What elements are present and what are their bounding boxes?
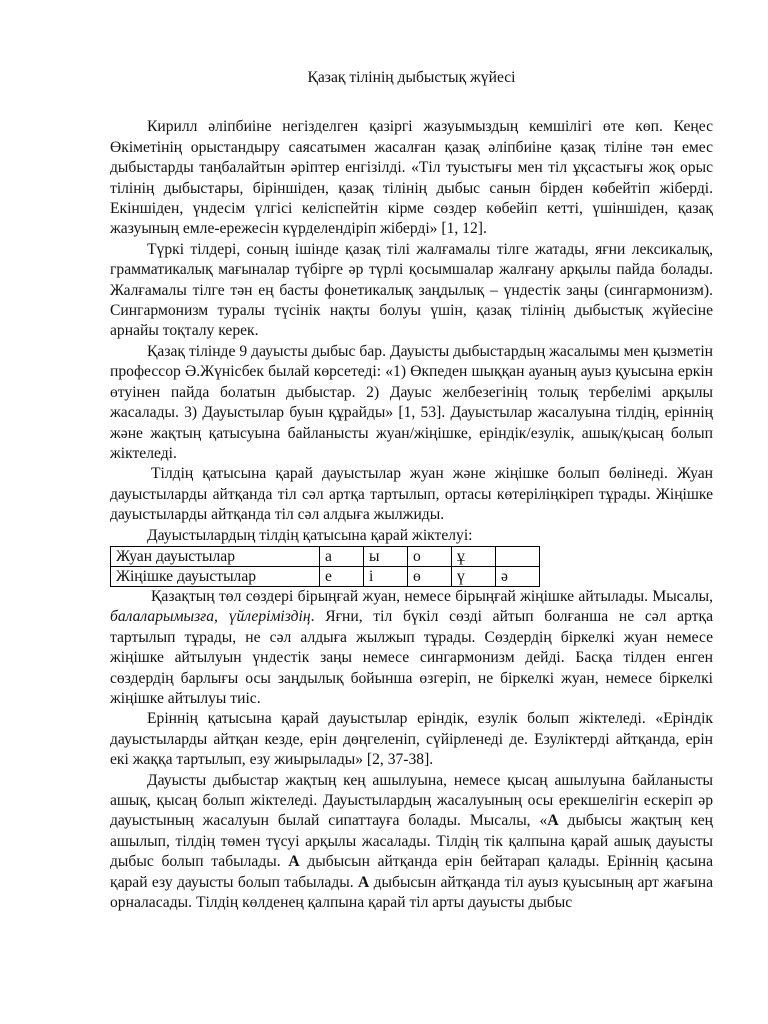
paragraph-4: Тілдің қатысына қарай дауыстылар жуан және жіңішке болып бөлінеді. Жуан дауыстыларды айтқанда тіл сәл артқа тартылып, ортасы көтерілiңкiреп тұрады. Жіңішке дауыстыларды айтқанда тіл сәл алдыға жылжиды. [110,465,713,524]
vowel-cell: ө [408,566,452,586]
table-row [111,546,540,566]
paragraph-6: Еріннің қатысына қарай дауыстылар еріндік, езулік болып жіктеледі. «Еріндік дауыстыларды айтқан кезде, ерін дөңгеленіп, сүйірленеді де. Езуліктерді айтқанда, ерін екі жаққа тартылып, езу жиырылады» [2, 37-38]. [110,710,713,769]
vowel-cell: ә [496,566,540,586]
row-label: Жуан дауыстылар [111,546,320,566]
letter-a-bold: А [358,873,370,891]
vowel-cell: а [320,546,364,566]
document-page [110,60,713,913]
text-run: дыбысын айтқанда тіл ауыз қуысының арт жағына орналасады. Тілдің көлденең қалпына қарай тіл арты дауысты дыбыс [110,873,714,912]
paragraph-2: Түркі тілдері, соның ішінде қазақ тілі жалғамалы тілге жатады, яғни лексикалық, грамматикалық мағыналар түбірге әр түрлі қосымшалар жалғану арқылы пайда болады. Жалғамалы тілге тән ең басты фонетикалық заңдылық – үндестік заңы (сингармонизм). Сингармонизм туралы түсінік нақты болуы үшін, қазақ тілінің дыбыстық жүйесіне арнайы тоқталу керек. [110,240,713,340]
page-title: Қазақ тілінің дыбыстық жүйесі [307,69,516,86]
text-run: Дауысты дыбыстар жақтың кең ашылуына, немесе қысаң ашылуына байланысты ашық, қысаң болып жіктеледі. Дауыстылардың жасалуының осы ерекшелігін ескеріп әр дауыстының жасалуын былай сипаттауға болады. Мысалы, « [110,771,713,830]
example-words: балаларымызға, үйлеріміздің [110,608,311,626]
paragraph-3: Қазақ тілінде 9 дауысты дыбыс бар. Дауысты дыбыстардың жасалымы мен қызметін профессор Ә.Жүнісбек былай көрсетеді: «1) Өкпеден шыққан ауаның ауыз қуысына еркін өтуінен пайда болатын дыбыстар. 2) Дауыс желбезегінің толық тербелімі арқылы жасалады. 3) Дауыстылар буын құрайды» [1, 53]. Дауыстылар жасалуына тілдің, еріннің және жақтың қатысуына байланысты жуан/жіңішке, еріндік/езулік, ашық/қысаң болып жіктеледі. [110,342,713,462]
vowel-cell: о [408,546,452,566]
text-run: дыбысы жақтың кең ашылып, тілдің төмен түсуі арқылы жасалады. Тілдің тік қалпына қарай ашық дауысты дыбыс болып табылады. [110,812,713,871]
vowel-cell [496,546,540,566]
table-caption: Дауыстылардың тілдің қатысына қарай жіктелуі: [147,526,473,544]
paragraph-7 [110,771,713,914]
vowel-cell: ү [452,566,496,586]
vowel-cell: і [364,566,408,586]
vowel-cell: ы [364,546,408,566]
vowel-cell: е [320,566,364,586]
text-run: дыбысын айтқанда ерін бейтарап қалады. Еріннің қасына қарай езу дауысты болып табылады. [110,853,713,891]
letter-a-bold: А [288,853,300,871]
row-label: Жіңішке дауыстылар [111,566,320,586]
vowel-table [110,546,540,587]
vowel-cell: ұ [452,546,496,566]
text-run: . Яғни, тіл бүкіл сөзді айтып болғанша не сәл артқа тартылып тұрады, не сәл алдыға жылжып тұрады. Сөздердің біркелкі жуан немесе жіңішке айтылуын үндестік заңы немесе сингармонизм дейді. Басқа тілден енген сөздердің барлығы осы заңдылық бойынша өзгеріп, не біркелкі жуан, немесе біркелкі жіңішке айтылуы тиіс. [110,608,713,707]
table-row [111,566,540,586]
paragraph-1: Кирилл әліпбиіне негізделген қазіргі жазуымыздың кемшілігі өте көп. Кеңес Өкіметінің орыстандыру саясатымен жасалған қазақ әліпбиіне қазақ тіліне тән емес дыбыстарды таңбалайтын әріптер енгізілді. «Тіл туыстығы мен тіл ұқсастығы жоқ орыс тілінің дыбыстары, біріншіден, қазақ тілінің дыбыс санын бірден көбейтіп жіберді. Екіншіден, үндесім үлгісі келіспейтін кірме сөздер көбейіп кетті, үшіншіден, қазақ жазуының емле-ережесін күрделендіріп жіберді» [1, 12]. [110,118,713,238]
letter-a-bold: А [547,812,559,830]
text-run: Қазақтың төл сөздері бірыңғай жуан, немесе бірыңғай жіңішке айтылады. Мысалы, [151,587,713,605]
paragraph-5 [110,587,713,709]
